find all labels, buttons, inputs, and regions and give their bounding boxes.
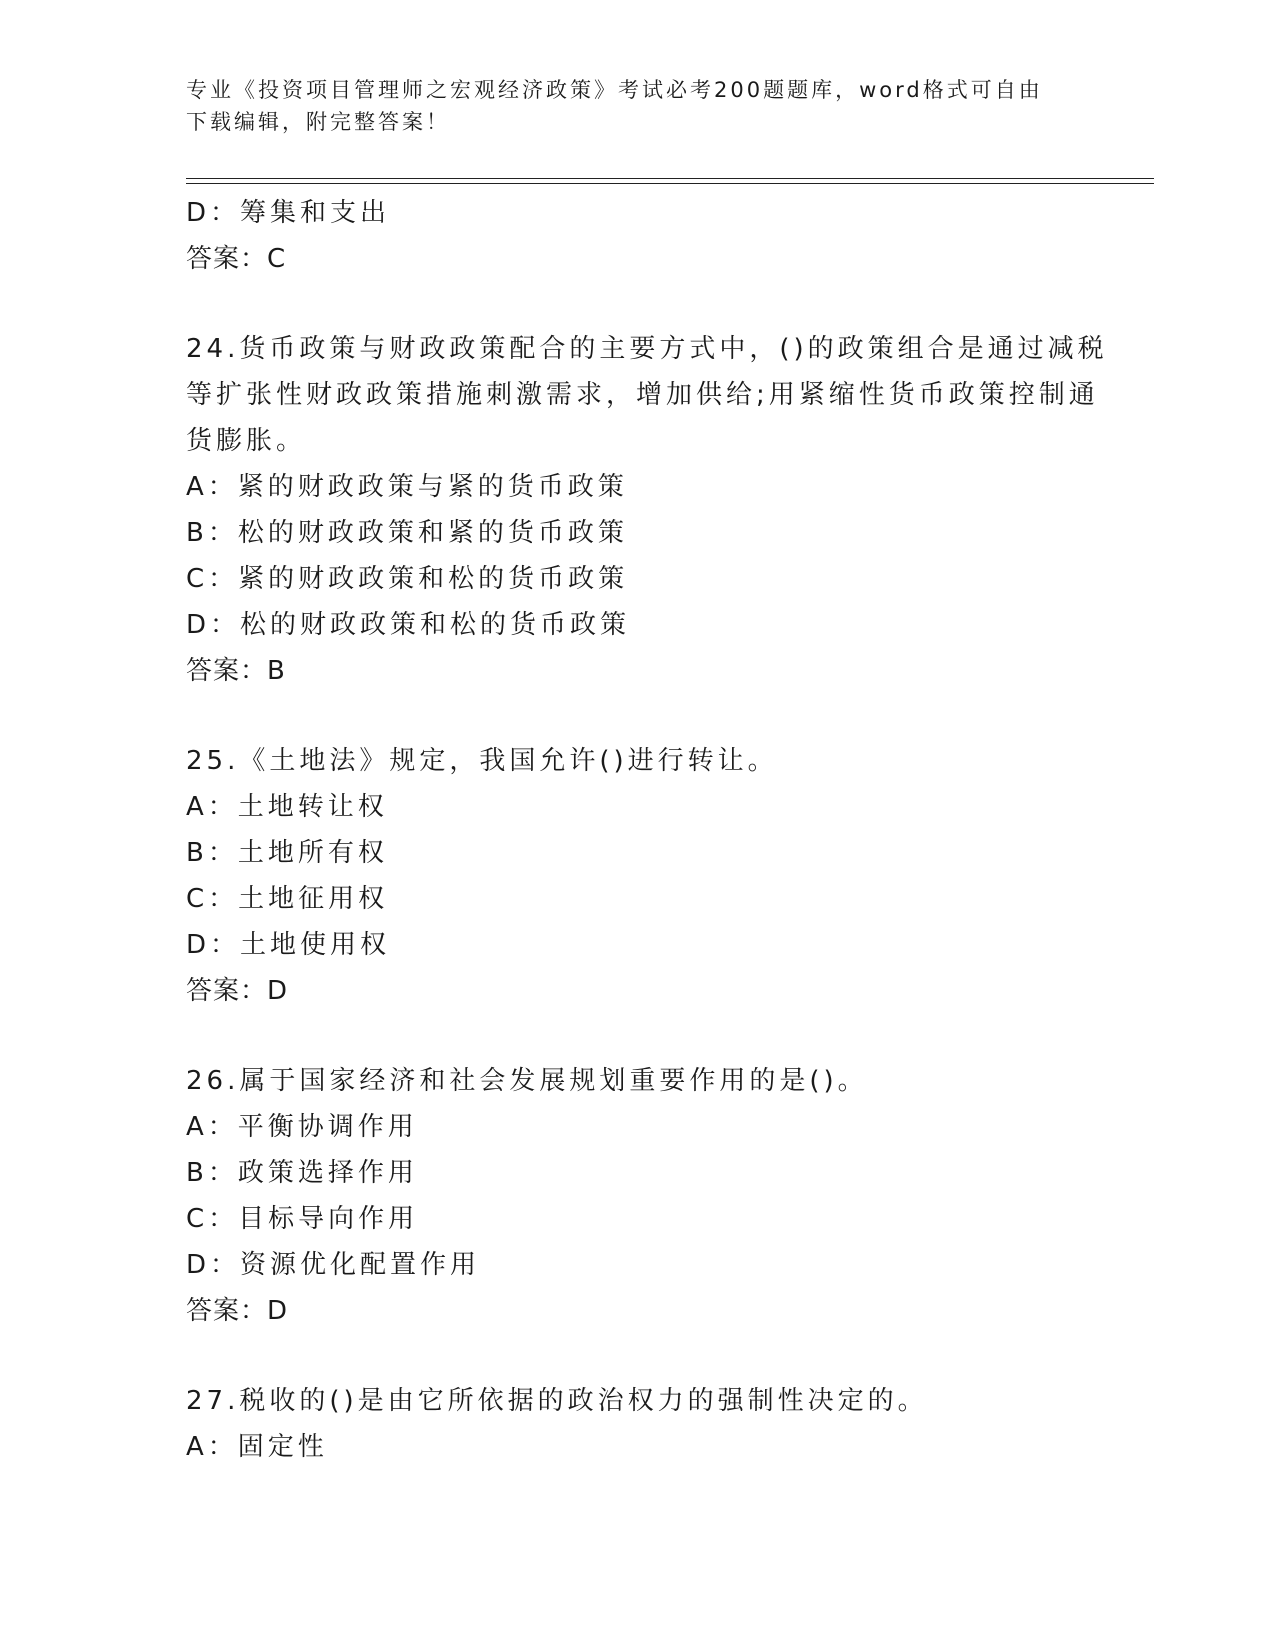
header-line-2: 下载编辑，附完整答案！ (186, 110, 450, 134)
stem-line: 24.货币政策与财政政策配合的主要方式中，()的政策组合是通过减税 (186, 334, 1108, 364)
spacer (186, 694, 1086, 738)
option-a: A：紧的财政政策与紧的货币政策 (186, 472, 628, 502)
answer: 答案：D (186, 976, 289, 1006)
question-25 (186, 738, 1086, 1014)
option-b: B：政策选择作用 (186, 1158, 418, 1188)
question-stem: 25.《土地法》规定，我国允许()进行转让。 (186, 746, 778, 776)
question-stem (186, 326, 1108, 464)
option-b: B：松的财政政策和紧的货币政策 (186, 518, 628, 548)
spacer (186, 1334, 1086, 1378)
option-a: A：土地转让权 (186, 792, 388, 822)
option-d: D：资源优化配置作用 (186, 1250, 481, 1280)
question-content (186, 190, 1108, 1470)
answer: 答案：C (186, 244, 287, 274)
header-rule-top (186, 178, 1154, 179)
header-line-1: 专业《投资项目管理师之宏观经济政策》考试必考200题题库，word格式可自由 (186, 78, 1043, 102)
option-a: A：平衡协调作用 (186, 1112, 418, 1142)
option-d: D：土地使用权 (186, 930, 391, 960)
option-b: B：土地所有权 (186, 838, 388, 868)
page-header (186, 74, 1066, 138)
answer: 答案：D (186, 1296, 289, 1326)
question-stem: 27.税收的()是由它所依据的政治权力的强制性决定的。 (186, 1386, 928, 1416)
stem-line: 货膨胀。 (186, 426, 307, 456)
question-27 (186, 1378, 1086, 1470)
option-d: D：松的财政政策和松的货币政策 (186, 610, 631, 640)
option-a: A：固定性 (186, 1432, 328, 1462)
question-stem: 26.属于国家经济和社会发展规划重要作用的是()。 (186, 1066, 868, 1096)
answer: 答案：B (186, 656, 286, 686)
header-rule-bottom (186, 183, 1154, 184)
question-24 (186, 326, 1108, 694)
option-c: C：紧的财政政策和松的货币政策 (186, 564, 629, 594)
option-c: C：目标导向作用 (186, 1204, 419, 1234)
spacer (186, 282, 1086, 326)
stem-line: 等扩张性财政政策措施刺激需求，增加供给;用紧缩性货币政策控制通 (186, 380, 1099, 410)
question-26 (186, 1058, 1086, 1334)
option-d: D：筹集和支出 (186, 198, 391, 228)
option-c: C：土地征用权 (186, 884, 389, 914)
spacer (186, 1014, 1086, 1058)
